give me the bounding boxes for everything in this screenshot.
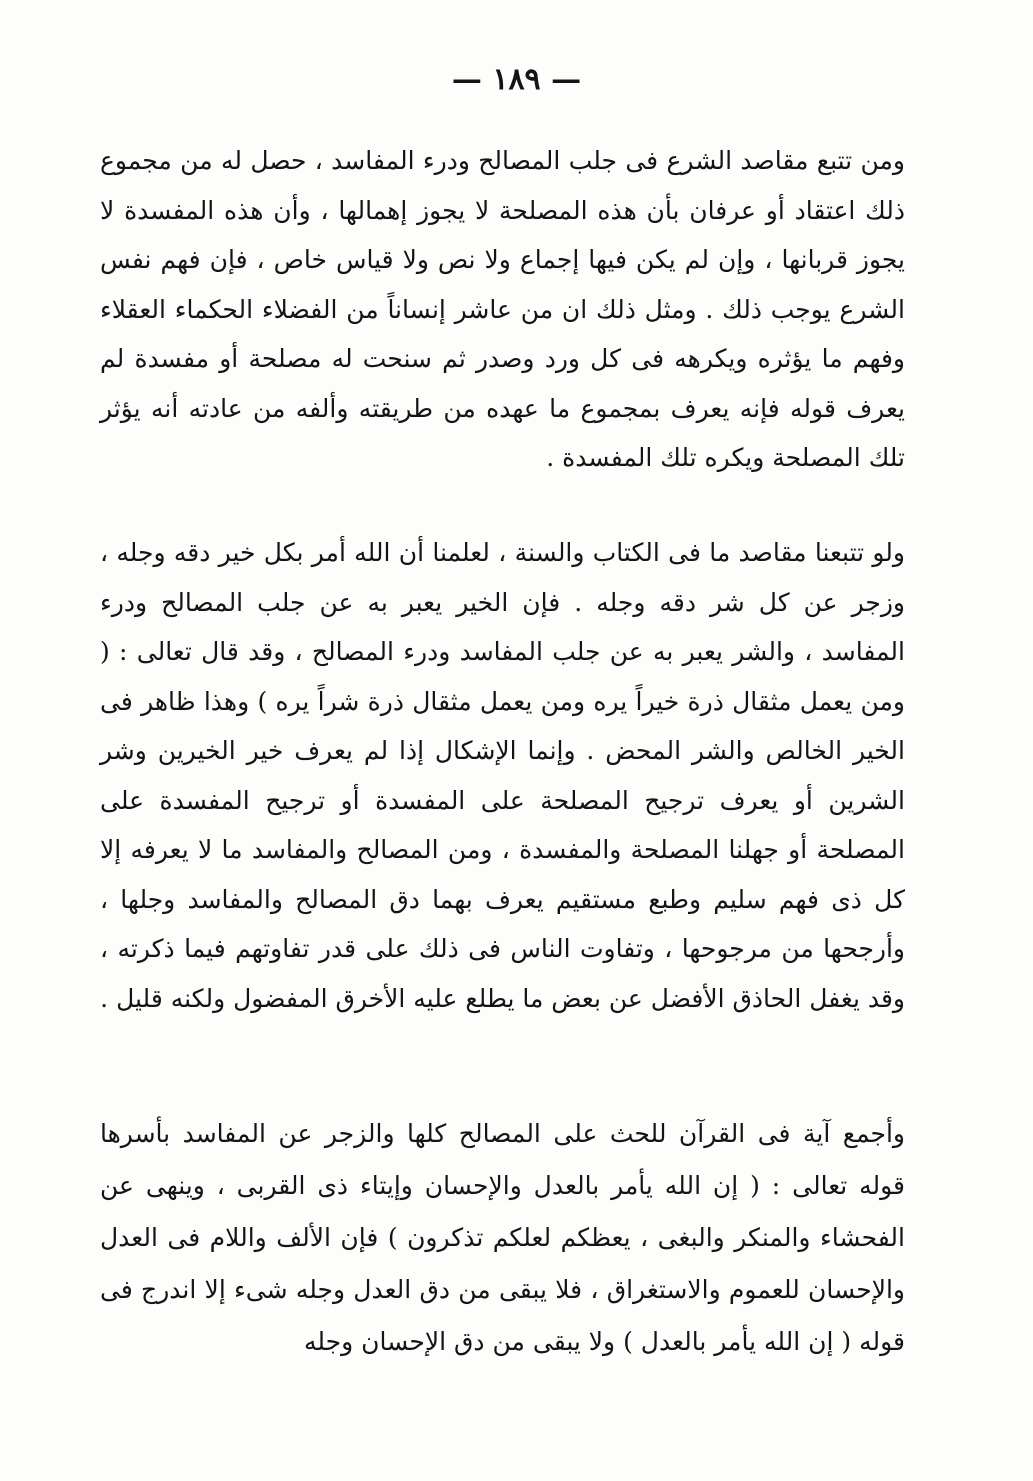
paragraph-2 <box>100 528 905 1023</box>
page-number: — ١٨٩ — <box>451 62 582 97</box>
paragraph-3 <box>100 1108 905 1368</box>
paragraph-text: وأجمع آية فى القرآن للحث على المصالح كلها والزجر عن المفاسد بأسرها قوله تعالى : ( إن الله يأمر بالعدل والإحسان وإيتاء ذى القربى ، وينهى عن الفحشاء والمنكر والبغى ، يعظكم لعلكم تذكرون ) فإن الألف واللام فى العدل والإحسان للعموم والاستغراق ، فلا يبقى من دق العدل وجله شىء إلا اندرج فى قوله ( إن الله يأمر بالعدل ) ولا يبقى من دق الإحسان وجله <box>100 1119 906 1356</box>
paragraph-text: ومن تتبع مقاصد الشرع فى جلب المصالح ودرء المفاسد ، حصل له من مجموع ذلك اعتقاد أو عرفان بأن هذه المصلحة لا يجوز إهمالها ، وأن هذه المفسدة لا يجوز قربانها ، وإن لم يكن فيها إجماع ولا نص ولا قياس خاص ، فإن فهم نفس الشرع يوجب ذلك . ومثل ذلك ان من عاشر إنساناً من الفضلاء الحكماء العقلاء وفهم ما يؤثره ويكرهه فى كل ورد وصدر ثم سنحت له مصلحة أو مفسدة لم يعرف قوله فإنه يعرف بمجموع ما عهده من طريقته وألفه من عادته أنه يؤثر تلك المصلحة ويكره تلك المفسدة . <box>100 146 905 472</box>
paragraph-text: ولو تتبعنا مقاصد ما فى الكتاب والسنة ، لعلمنا أن الله أمر بكل خير دقه وجله ، وزجر عن كل شر دقه وجله . فإن الخير يعبر به عن جلب المصالح ودرء المفاسد ، والشر يعبر به عن جلب المفاسد ودرء المصالح ، وقد قال تعالى : ( ومن يعمل مثقال ذرة خيراً يره ومن يعمل مثقال ذرة شراً يره ) وهذا ظاهر فى الخير الخالص والشر المحض . وإنما الإشكال إذا لم يعرف خير الخيرين وشر الشرين أو يعرف ترجيح المصلحة على المفسدة أو ترجيح المفسدة على المصلحة أو جهلنا المصلحة والمفسدة ، ومن المصالح والمفاسد ما لا يعرفه إلا كل ذى فهم سليم وطبع مستقيم يعرف بهما دق المصالح والمفاسد وجلها ، وأرجحها من مرجوحها ، وتفاوت الناس فى ذلك على قدر تفاوتهم فيما ذكرته ، وقد يغفل الحاذق الأفضل عن بعض ما يطلع عليه الأخرق المفضول ولكنه قليل . <box>100 538 905 1013</box>
paragraph-1 <box>100 136 905 483</box>
